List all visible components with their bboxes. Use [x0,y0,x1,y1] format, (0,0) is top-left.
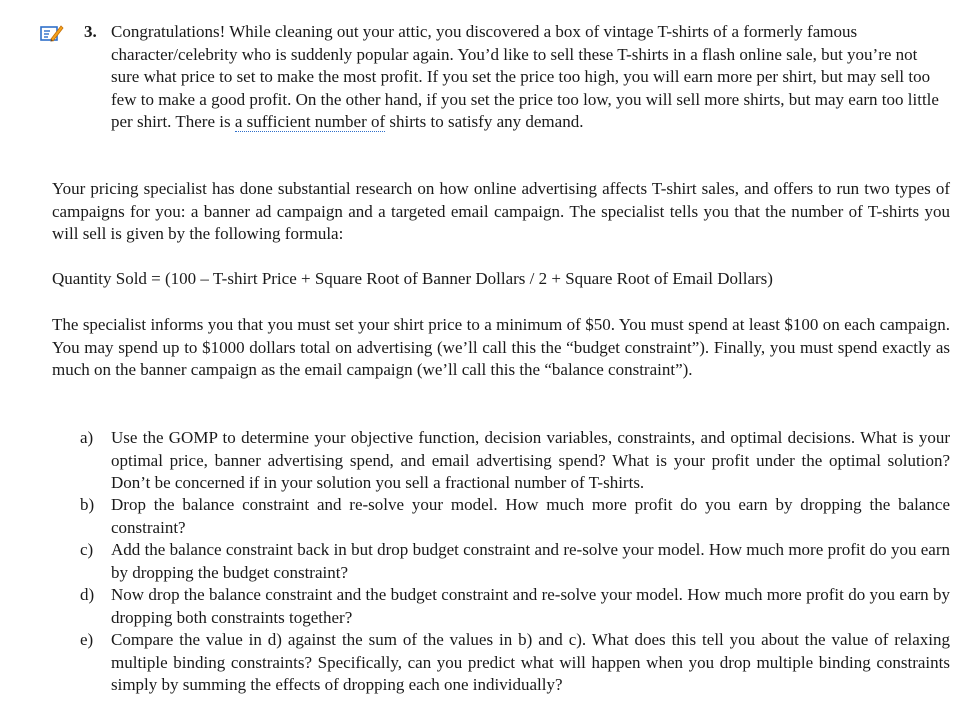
constraints-paragraph: The specialist informs you that you must set your shirt price to a minimum of $50. You must spend at least $100 on each campaign. You may spend up to $1000 dollars total on advertising (we’ll call this the “budget constraint”). Finally, you must spend exactly as much on the banner campaign as the email campaign (we’ll call this the “balance constraint”). [52,315,950,379]
quantity-formula: Quantity Sold = (100 – T-shirt Price + Square Root of Banner Dollars / 2 + Square Root of Email Dollars) [52,269,773,288]
subquestion-label: c) [80,540,94,559]
subquestion-text: Use the GOMP to determine your objective function, decision variables, constraints, and optimal decisions. What is your optimal price, banner advertising spend, and email advertising spend? What is your profit under the optimal solution? Don’t be concerned if in your solution you sell a fractional number of T-shirts. [111,428,950,492]
question-intro [111,21,946,134]
subquestion-e [80,629,950,697]
subquestion-text: Add the balance constraint back in but drop budget constraint and re-solve your model. How much more profit do you earn by dropping the budget constraint? [111,540,950,582]
subquestion-label: b) [80,495,95,514]
question-number: 3. [84,22,97,41]
subquestion-label: e) [80,630,94,649]
subquestion-text: Now drop the balance constraint and the budget constraint and re-solve your model. How much more profit do you earn by dropping both constraints together? [111,585,950,627]
subquestion-label: d) [80,585,95,604]
subquestion-d [80,584,950,629]
edit-note-icon[interactable] [40,24,64,42]
subquestion-text: Compare the value in d) against the sum of the values in b) and c). What does this tell you about the value of relaxing multiple binding constraints? Specifically, can you predict what will happen when you drop multiple binding constraints simply by summing the effects of dropping each one individually? [111,630,950,694]
underlined-phrase: a sufficient number of [234,112,386,131]
question-intro-text: Congratulations! While cleaning out your attic, you discovered a box of vintage T-shirts of a formerly famous character/celebrity who is suddenly popular again. You’d like to sell these T-shirts in a flash online sale, but you’re not sure what price to set to make the most profit. If you set the price too high, you will earn more per shirt, but may sell too few to make a good profit. On the other hand, if you set the price too low, you will sell more shirts, but may earn too little per shirt. There is [111,22,939,131]
subquestion-a [80,427,950,495]
subquestion-c [80,539,950,584]
question-intro-end: shirts to satisfy any demand. [385,112,584,131]
subquestion-label: a) [80,428,94,447]
subquestion-text: Drop the balance constraint and re-solve your model. How much more profit do you earn by dropping the balance constraint? [111,495,950,537]
subquestion-b [80,494,950,539]
specialist-research-paragraph: Your pricing specialist has done substantial research on how online advertising affects T-shirt sales, and offers to run two types of campaigns for you: a banner ad campaign and a targeted email campaign. The specialist tells you that the number of T-shirts you will sell is given by the following formula: [52,179,950,243]
